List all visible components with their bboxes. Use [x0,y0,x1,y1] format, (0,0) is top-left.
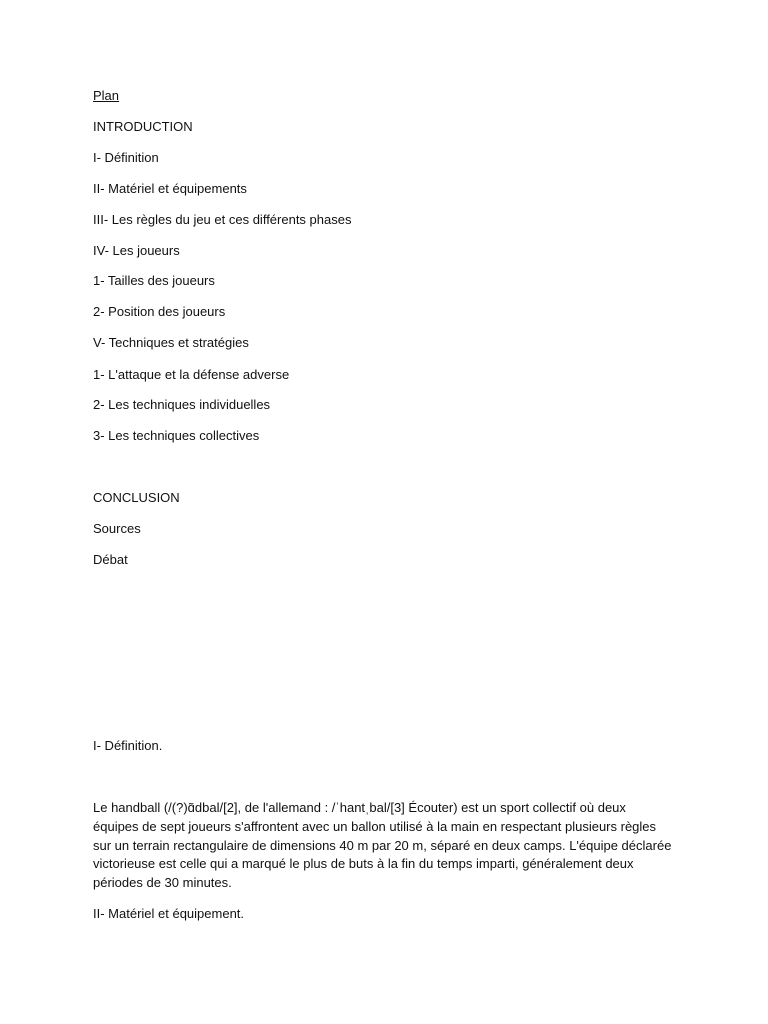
plan-item-regles: III- Les règles du jeu et ces différents phases [93,212,352,227]
paragraph-line: sur un terrain rectangulaire de dimensions 40 m par 20 m, séparé en deux camps. L'équipe déclarée [93,837,672,853]
plan-item-introduction: INTRODUCTION [93,119,193,134]
plan-item-materiel: II- Matériel et équipements [93,181,247,196]
plan-item-definition: I- Définition [93,150,159,165]
paragraph-line: équipes de sept joueurs s'affrontent avec un ballon utilisé à la main en respectant plusieurs règles [93,818,657,834]
paragraph-line: Le handball (/(?)ɑ̃dbal/[2], de l'allemand : /ˈhantˌbal/[3] Écouter) est un sport collectif où deux [93,800,626,815]
definition-paragraph [93,799,673,893]
section-heading-materiel: II- Matériel et équipement. [93,906,245,921]
plan-item-position: 2- Position des joueurs [93,304,226,319]
plan-title: Plan [93,88,120,103]
plan-item-attaque: 1- L'attaque et la défense adverse [93,367,290,382]
section-heading-definition: I- Définition. [93,738,163,753]
paragraph-line: victorieuse est celle qui a marqué le plus de buts à la fin du temps imparti, généralement deux [93,856,634,872]
plan-item-collectives: 3- Les techniques collectives [93,428,260,443]
plan-item-individuelles: 2- Les techniques individuelles [93,397,271,412]
plan-item-tailles: 1- Tailles des joueurs [93,273,215,288]
plan-item-debat: Débat [93,552,128,567]
plan-item-techniques: V- Techniques et stratégies [93,335,249,350]
plan-item-sources: Sources [93,521,141,536]
paragraph-line: périodes de 30 minutes. [93,875,232,891]
plan-item-joueurs: IV- Les joueurs [93,243,180,258]
plan-item-conclusion: CONCLUSION [93,490,180,505]
